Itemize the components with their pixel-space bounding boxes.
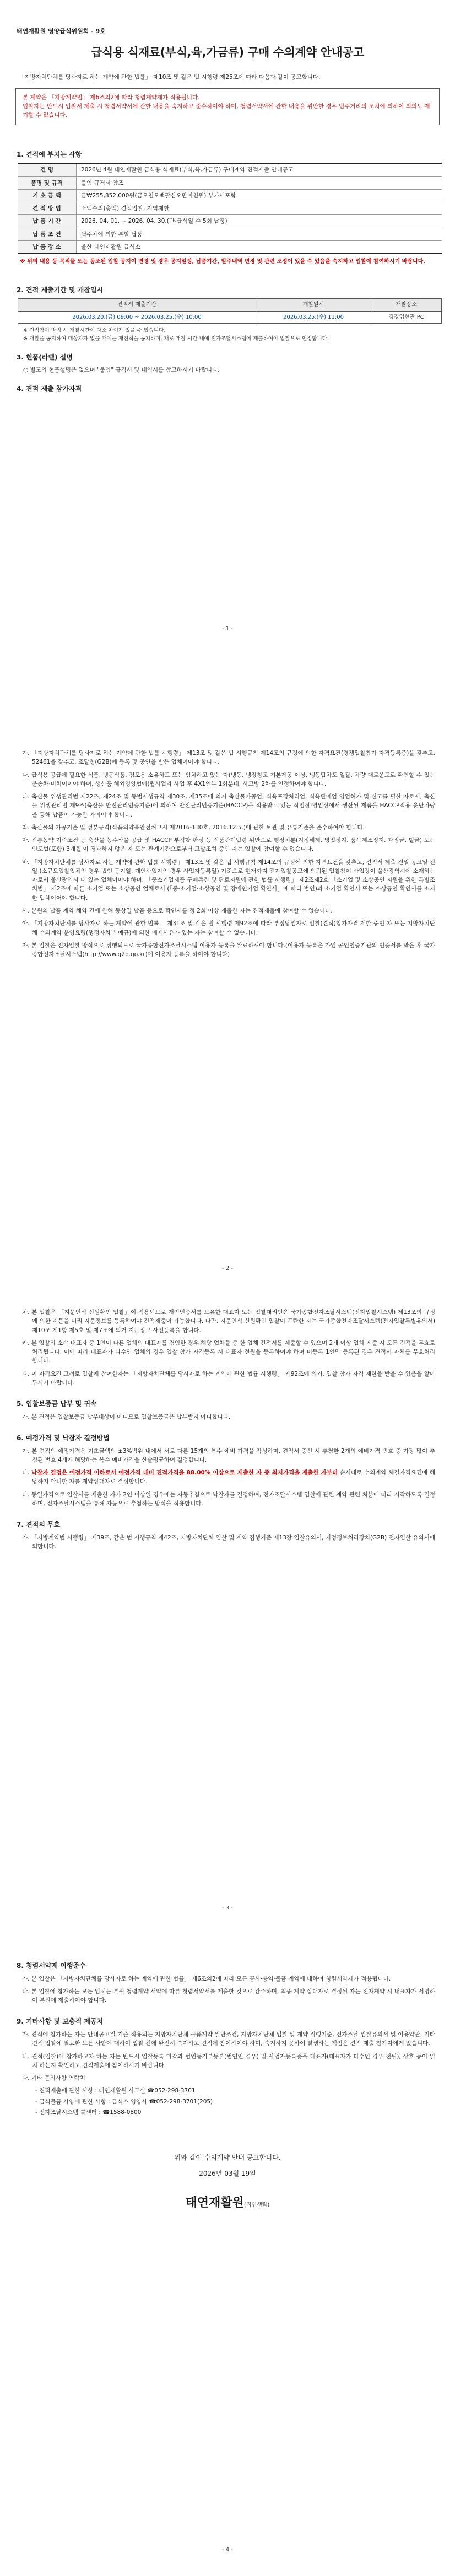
section-title: 8. 청렴서약제 이행준수 <box>17 1962 86 1969</box>
section-body: ○ 별도의 현품설명은 없으며 "붙임" 규격서 및 내역서를 참고하시기 바랍니다. <box>23 367 220 374</box>
list-item: 타. 이 자격요건 고려로 입찰에 참여한자는 「지방자치단체를 당사자로 하는 계약에 관한 법률 시행령」 제92조에 의거, 입찰 참가 자격 제한을 받을 수 있음을 알아 두시기 바랍니다. <box>22 1370 435 1386</box>
contact-line: - 급식물품 사양에 관한 사항 : 급식소 영양사 ☎052-298-3701(205) <box>35 2098 213 2105</box>
award-rule-item <box>10 1468 445 1486</box>
column-header: 견적서 제출기간 <box>18 299 256 312</box>
list-item: 다. 기타 문의사항 연락처 <box>22 2075 85 2082</box>
table-cell: 2026.03.20.(금) 09:00 ~ 2026.03.25.(수) 10:00 <box>18 311 256 324</box>
table-row <box>18 311 442 324</box>
table-row <box>18 176 442 189</box>
section-title: 5. 입찰보증금 납부 및 귀속 <box>17 1400 97 1408</box>
integrity-notice-box <box>15 88 440 125</box>
item-prefix: 나. <box>22 1469 32 1477</box>
table-row <box>18 202 442 215</box>
row-label: 납 품 조 건 <box>18 228 77 240</box>
row-value: 금₩255,852,000원(금오천오백팔십오만이천원) 부가세포함 <box>77 189 442 202</box>
footer-org <box>10 2194 445 2213</box>
section-title: 7. 견적의 무효 <box>17 1521 61 1529</box>
section-title: 9. 기타사항 및 보충적 제공처 <box>17 2017 104 2026</box>
list-item: 자. 본 입찰은 전자입찰 방식으로 집행되므로 국가종합전자조달시스템 이용자 등록을 완료하셔야 합니다.(이용자 등록은 가입 공인인증기관의 인증서를 받은 후 국가종합전자조달시스템(http://www.g2b.go.kr)에 이용자 등록을 하여야 합니다) <box>22 942 435 958</box>
table-header-row <box>18 299 442 312</box>
notice-line: 본 계약은 「지방계약법」 제6조의2에 따라 청렴계약제가 적용됩니다. <box>23 94 200 101</box>
row-value: 월주차에 의한 분할 납품 <box>77 228 442 240</box>
document-title: 급식용 식재료(부식,육,가금류) 구매 수의계약 안내공고 <box>91 46 364 60</box>
table-row <box>18 189 442 202</box>
section-title: 4. 견적 제출 참가자격 <box>17 384 82 393</box>
row-value: 2026. 04. 01. ~ 2026. 04. 30.(단-급식일 수 5회 납품) <box>77 215 442 228</box>
list-item: 가. 본 입찰은 「지방자치단체를 당사자로 하는 계약에 관한 법률」 제6조의2에 따라 모든 공사·용역·물품 계약에 대하여 청렴서약제가 적용됩니다. <box>22 1975 391 1982</box>
row-value: 붙임 규격서 참조 <box>77 176 442 189</box>
note-line: ※ 견적참여 방법 시 개찰시간이 다소 차이가 있을 수 있습니다. <box>23 328 166 334</box>
list-item: 나. 본 입찰에 참가하는 모든 업체는 본원 청렴계약 서약에 따른 청렴서약서를 제출한 것으로 간주하며, 최종 계약 상대자로 결정된 자는 전자계약 시 내표자가 서명하여 본원에 제출하여야 합니다. <box>22 1988 435 2004</box>
table-cell: 김경업현관 PC <box>371 311 442 324</box>
row-label: 건 명 <box>18 163 77 176</box>
row-label: 품명 및 규격 <box>18 176 77 189</box>
section-title: 1. 견적에 부치는 사항 <box>17 150 82 158</box>
page-3 <box>0 1288 455 1932</box>
schedule-notes <box>10 324 445 343</box>
list-item: 다. 축산물 위생관리법 제22조, 제24조 및 동법시행규칙 제30조, 제35조에 의거 축산물가공업, 식육포장처리업, 식육판매업 영업허가 및 신고를 필한 자로서, 축산물 위생관리법 제9조(축산물 안전관리인증기준)에 의하여 안전관리인증기준(HACCP)을 적용받고 있는 작업장·영업장에서 생산된 제품을 HACCP적용 운반차량을 통해 납품이 가능한 자이어야 합니다. <box>22 793 435 818</box>
page-number: - 4 - <box>222 2546 233 2553</box>
list-item: 나. 견적(입찰)에 참가하고자 하는 자는 반드시 입찰등록 마감과 법인등기부등본(법인인 경우) 및 사업자등록증을 대표자(대표자가 다수인 경우 전원), 상호 등이 일치 하는지 확인하고 견적제출에 참여하시기 바랍니다. <box>22 2053 435 2069</box>
row-label: 견 적 방 법 <box>18 202 77 215</box>
row-label: 기 초 금 액 <box>18 189 77 202</box>
list-item: 다. 동일가격으로 입찰서를 제출한 자가 2인 이상일 경우에는 자동추첨으로 낙찰자를 결정하며, 전자조달시스템 입찰에 관련 계약 관련 처분에 따라 시작하도록 결정하며, 전자조달시스템을 통해 자동으로 추첨하는 방식을 적용합니다. <box>22 1491 435 1507</box>
list-item: 카. 본 입찰의 소속 대표자 중 1인이 다른 업체의 대표자를 겸임한 경우 해당 업체들 중 한 업체 견적서를 제출할 수 있으며 2개 이상 업체 제출 시 모든 견적을 무효로 처리됩니다. 이에 따라 대표자가 다수인 업체의 경우 입찰 참가 자격등록 시 대표자 전원을 등록하여야 하며 미등록 1인만 등록된 경우 견적서 자체를 무효처리 합니다. <box>22 1339 435 1365</box>
page-4 <box>0 1932 455 2576</box>
column-header: 개찰일시 <box>256 299 371 312</box>
item-suffix: 순서대로 수의계약 체결자격요건에 해당하지 아니한 자를 계약상대자로 결정합니다. <box>32 1469 436 1485</box>
bid-info-table <box>18 163 442 254</box>
row-value: 울산 태연재활원 급식소 <box>77 240 442 254</box>
note-line: ※ 개찰을 공지하여 대상자가 없을 때에는 재견적을 공지하며, 재로 개찰 시간 내에 전자조달시스템에 제출하여야 입찰으로 인정합니다. <box>23 335 329 342</box>
table-row <box>18 228 442 240</box>
list-item: 가. 견적에 참가하는 자는 안내공고일 기준 적용되는 지방자치단체 물품계약 일반조건, 지방자치단체 입찰 및 계약 집행기준, 전자조달 입찰유의서 및 이용약관, 기타 견적 입찰에 필요한 모든 사항에 대하여 입찰 전에 완전히 숙지하고 견적에 참여하여야 하며, 숙지하지 못하여 발생하는 책임은 견적 제출 참가자에게 있습니다. <box>22 2031 435 2047</box>
list-item: 차. 본 입찰은 「지문인식 신원확인 입찰」이 적용되므로 개인인증서를 보유한 대표자 또는 입찰대리인은 국가종합전자조달시스템(전자입찰시스템) 제13조의 규정에 의한 지문을 미리 지문정보를 등록하여야 견적제출이 가능합니다. 다만, 지문인식 신원확인 입찰이 곤란한 자는 국가종합전자조달시스템(전자입찰특별유의서) 제10조 제1항 제5호 및 제7조에 의거 지문정보 사전등록을 합니다. <box>22 1309 435 1334</box>
document-header-org: 태연재활원 영양급식위원회 - 9호 <box>17 28 106 35</box>
table-row <box>18 240 442 254</box>
list-item: 마. 전통농약 기준조건 등 축산물 농수산물 공급 및 HACCP 부적합 판정 등 식품관계법령 위반으로 행정처분(지정해제, 영업정지, 품목제조정지, 과징금, 벌금) 또는 인도법(포함) 3개월 이 경과하지 않은 자 또는 관계기관으로부터 고발조치 중인 자는 입찰에 참여할 수 없습니다. <box>22 837 435 853</box>
page-number: - 3 - <box>222 1904 233 1911</box>
change-warning: ※ 위의 내용 등 목적물 또는 동조된 입찰 공지이 변경 및 경우 공지일정, 납품기간, 발주내역 변경 및 관련 조정이 있을 수 있음을 숙지하고 입찰에 참여하시기 바랍니다. <box>20 259 426 265</box>
seal-omitted-note: (직인생략) <box>243 2202 270 2209</box>
table-cell: 2026.03.25.(수) 11:00 <box>256 311 371 324</box>
list-item: 가. 본 견적은 입찰보증금 납부대상이 아니므로 입찰보증금은 납부받지 아니합니다. <box>22 1413 231 1420</box>
footer-org-name: 태연재활원 <box>185 2196 244 2210</box>
row-value: 2026년 4월 태연재활원 급식용 식재료(부식,육,가금류) 구매계약 견적제출 안내공고 <box>77 163 442 176</box>
list-item: 가. 「지방자치단체를 당사자로 하는 계약에 관한 법률 시행령」 제13조 및 같은 법 시행규칙 제14조의 규정에 의한 자격요건(경쟁입찰참가 자격등록증)을 갖추고, 52461을 갖추고, 조달청(G2B)에 등록 및 공인을 받은 업체이어야 합니다. <box>22 750 435 766</box>
list-item: 가. 「지방계약법 시행령」 제39조, 같은 법 시행규칙 제42조, 지방자치단체 입찰 및 계약 집행기준 제13장 입찰유의서, 지정정보처리장치(G2B) 전자입찰 유의서에 의합니다. <box>22 1534 435 1550</box>
list-item: 가. 본 견적의 예정가격은 기초금액의 ±3%범위 내에서 서로 다른 15개의 복수 예비 가격을 작성하며, 견적서 중신 시 추첨한 2개의 예비가격 번호 중 가장 많이 추첨된 번호 4개에 해당하는 복수 예비가격을 산술평균하여 결정합니다. <box>22 1447 435 1463</box>
contact-line: - 견적제출에 관한 사항 : 태연재활원 사무실 ☎052-298-3701 <box>35 2087 196 2095</box>
list-item: 나. 급식용 공급에 필요한 식품, 냉동식품, 점포용 소유하고 또는 임차하고 있는 자(냉동, 냉장창고 기본제공 이상, 냉동탑차도 일괄, 차량 대로운도로 확인할 수 있는 운송차·비치이어야 하며, 생산품 해외영양법에(월사업과 사업 후 4X1인부 1회분대, 사고방 2차를 인정하여야 합니다. <box>22 771 435 787</box>
list-item: 사. 본원의 납품 계약 체약 건에 한해 동상일 납품 등으로 확인서를 정 2회 이상 제출한 자는 견적제출에 참여할 수 없습니다. <box>22 907 333 914</box>
table-row <box>18 215 442 228</box>
section-title: 3. 현품(라벨) 설명 <box>17 353 73 361</box>
page-number: - 2 - <box>222 1265 233 1271</box>
table-row <box>18 163 442 176</box>
footer-statement: 위와 같이 수의계약 안내 공고합니다. <box>174 2154 281 2162</box>
page-2 <box>0 644 455 1288</box>
list-item: 바. 「지방자치단체를 당사자로 하는 계약에 관한 법률 시행령」 제13조 및 같은 법 시행규칙 제14조의 규정에 의한 자격요건을 갖추고, 견적서 제출 전일 공고일 전일 (소규모입찰업체인 경우 법인 등기일, 개인사업자인 경우 사업자등록일) 기준으로 현재까지 전자입찰공고에 의뢰된 입찰참여 사업장이 울산광역시에 소재하는 자로서 울산광역시 내 있는 업체이어야 하며, 「중소기업제품 구매촉진 및 판로지원에 관한 법률 시행령」 제2조제2호 「소기업 및 소상공인 지원을 위한 특별조치법」 제2조에 따른 소기업 또는 소상공인 업체로서 (「중·소기업·소상공인 및 장애인기업 확인서」에 따라 법인)과 소기업 확인서 또는 소상공인 확인서를 소지한 업체이어야 합니다. <box>22 858 435 901</box>
award-rule-highlight: 낙찰자 결정은 예정가격 이하로서 예정가격 대비 견적가격을 88.00% 이상으로 제출한 자 중 최저가격을 제출한 자부터 <box>31 1469 338 1477</box>
page-number: - 1 - <box>222 625 233 632</box>
list-item: 아. 「지방자치단체를 당사자로 하는 계약에 관한 법률」 제31조 및 같은 법 시행령 제92조에 따라 부정당업자로 입찰(견적)참가자격 제한 중인 자 또는 지방자치단체 수의계약 운영요령(행정자치부 예규)에 의한 배제사유가 있는 자는 참여할 수 없습니다. <box>22 920 435 936</box>
row-label: 납 품 기 간 <box>18 215 77 228</box>
schedule-table <box>18 298 442 324</box>
row-label: 납 품 장 소 <box>18 240 77 254</box>
intro-text: 「지방자치단체를 당사자로 하는 계약에 관한 법률」 제10조 및 같은 법 시행령 제25조에 따라 다음과 같이 공고합니다. <box>19 73 321 80</box>
list-item: 라. 축산물의 가공기준 및 성분규격(식품의약품안전처고시 제2016-130호, 2016.12.5.)에 관한 보관 및 유통기준을 준수하여야 합니다. <box>22 824 365 831</box>
section-title: 2. 견적 제출기간 및 개찰일시 <box>17 286 104 294</box>
page-1 <box>0 0 455 644</box>
row-value: 소액수의(총액) 견적입찰, 지역제한 <box>77 202 442 215</box>
section-title: 6. 예정가격 및 낙찰자 결정방법 <box>17 1434 110 1442</box>
footer-date: 2026년 03월 19일 <box>199 2169 256 2177</box>
column-header: 개찰장소 <box>371 299 442 312</box>
contact-line: - 전자조달시스템 콜센터 : ☎1588-0800 <box>35 2108 142 2116</box>
notice-line: 입찰자는 반드시 입찰서 제출 시 청렴서약서에 관한 내용을 숙지하고 준수하여야 하며, 청렴서약서에 관한 내용을 위반한 경우 법주거리의 조치에 의하여 의의도 제기할 수 없습니다. <box>23 103 430 119</box>
